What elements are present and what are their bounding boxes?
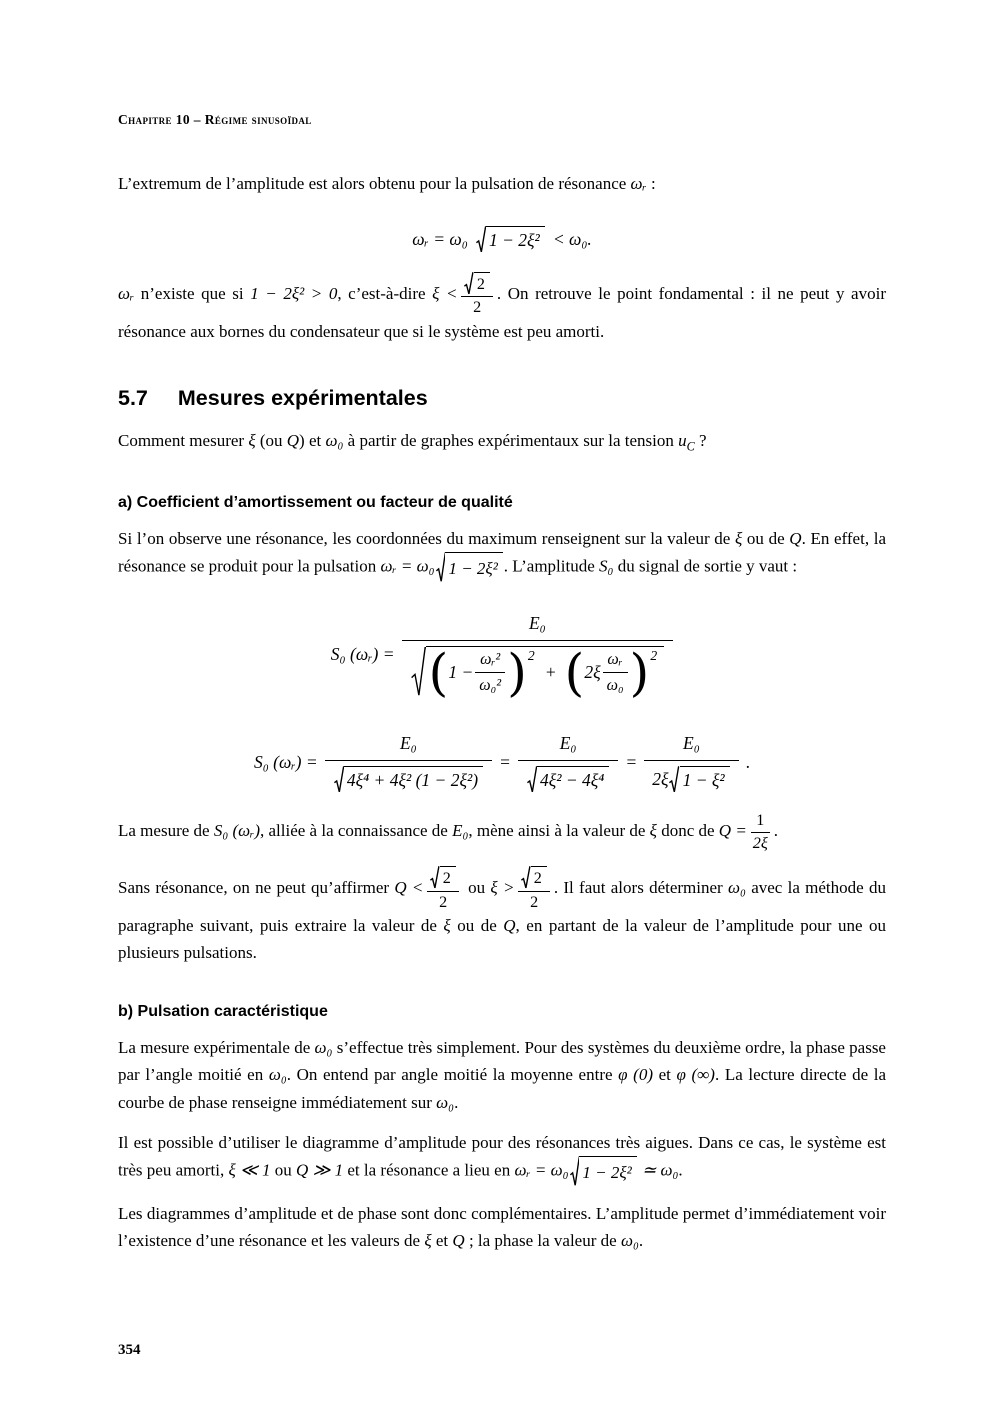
text-run: ou: [270, 1160, 297, 1180]
equation-s0-general: [118, 612, 886, 702]
math-q: Q: [789, 528, 802, 548]
text-run: . La lecture directe de la courbe de phase renseigne immédiatement sur: [118, 1065, 886, 1112]
subheading-a-coefficient: [118, 494, 886, 512]
equation-period: .: [745, 751, 751, 772]
paragraph-existence-condition: [118, 272, 886, 345]
math-xi-ll-1: ξ ≪ 1: [228, 1160, 271, 1180]
text-run: , alliée à la connaissance de: [260, 821, 453, 841]
radicand: 4ξ² − 4ξ⁴: [537, 766, 609, 794]
math-exponent: 2: [527, 647, 535, 663]
text-run: . On entend par angle moitié la moyenne entre: [286, 1065, 619, 1085]
text-run: , c’est-à-dire: [337, 283, 433, 303]
section-heading-5-7: [118, 386, 886, 411]
text-run: .: [454, 1092, 459, 1112]
equation-s0-simplified: [118, 732, 886, 793]
text-run: La mesure expérimentale de: [118, 1038, 315, 1058]
text-run: ; la phase la valeur de: [464, 1231, 621, 1251]
fraction-denominator: ω₀: [603, 672, 628, 697]
paragraph-mesure-s0: [118, 811, 886, 853]
math-xi: ξ: [734, 528, 743, 548]
fraction-numerator: E₀: [559, 733, 577, 754]
paragraph-mesure-omega0: [118, 1034, 886, 1116]
paragraph-resonance-observation: [118, 525, 886, 583]
math-omega-r: ωᵣ: [630, 174, 647, 193]
math-equals: =: [499, 751, 511, 772]
fraction-main: [402, 612, 674, 702]
math-omega-0: ω₀: [268, 1065, 287, 1085]
text-run: . En effet, la résonance se produit pour la pulsation: [118, 528, 887, 576]
text-run: ou de: [450, 915, 504, 935]
text-run: et: [431, 1231, 453, 1251]
chapter-header: Chapitre 10 – Régime sinusoïdal: [118, 112, 312, 127]
section-number: 5.7: [118, 385, 148, 410]
radical-sign-icon: [669, 766, 679, 794]
sqrt-radical: [527, 766, 610, 794]
math-q-gg-1: Q ≫ 1: [296, 1160, 344, 1180]
math-phi-0: φ (0): [618, 1065, 653, 1085]
radical-sign-icon: [521, 866, 530, 889]
text-run: .: [638, 1231, 644, 1251]
math-xi-lt: ξ <: [432, 283, 458, 303]
text-run: , mène ainsi à la valeur de: [468, 821, 650, 841]
radicand: 1 − 2ξ²: [579, 1156, 636, 1187]
text-run: (ou: [255, 430, 287, 450]
fraction-numerator: [461, 272, 492, 296]
fraction-denominator: ω₀²: [475, 672, 505, 697]
sqrt-radical: [476, 226, 545, 254]
text-run: . Il faut alors déterminer: [553, 877, 728, 897]
math-q: Q: [452, 1231, 465, 1251]
math-lhs: S₀ (ωᵣ) =: [330, 644, 395, 665]
paragraph-sans-resonance: [118, 866, 886, 966]
fraction-denominator: [644, 760, 738, 794]
subheading-label: a) Coefficient d’amortissement ou facteur de qualité: [118, 493, 513, 511]
text-run: Les diagrammes d’amplitude et de phase sont donc complémentaires. L’amplitude permet d’immédiatement voir l’existence d’une résonance et les valeurs de: [118, 1204, 886, 1251]
radicand: 1 − 2ξ²: [486, 226, 545, 254]
text-run: Il est possible d’utiliser le diagramme d’amplitude pour des résonances très aigues. Dans ce cas, le système est très peu amorti,: [118, 1132, 886, 1180]
text-run: La mesure de: [118, 821, 214, 841]
radicand: ( 1 − $\frac{\text{ωᵣ²}}{\text{ω₀²}}$ ) $^2$ + ( 2ξ $\frac{\text{ωᵣ}}{\text{ω₀}}$ ) $^2$: [426, 646, 665, 698]
math-xi-gt: ξ >: [490, 877, 515, 897]
text-run: donc de: [656, 821, 719, 841]
math-omega-relation: ωᵣ = ω₀: [380, 556, 435, 576]
radicand: 2: [474, 272, 490, 295]
math-exponent: 2: [650, 647, 658, 663]
text-run: ou: [462, 877, 491, 897]
running-head: [118, 112, 886, 128]
sqrt-radical: [334, 766, 483, 794]
text-run: et la résonance a lieu en: [343, 1160, 515, 1180]
radical-sign-icon: [430, 866, 439, 889]
radical-sign-icon: [527, 766, 537, 794]
fraction-denominator: 2ξ: [751, 832, 770, 853]
fraction-numerator: E₀: [399, 733, 417, 754]
radical-sign-icon: [436, 552, 446, 583]
text-run: Si l’on observe une résonance, les coordonnées du maximum renseignent sur la valeur de: [118, 528, 735, 548]
text-run: et: [652, 1065, 677, 1085]
math-lhs: ωᵣ = ω₀: [412, 229, 468, 250]
text-run: n’existe que si: [134, 283, 251, 303]
math-rhs: < ω₀.: [552, 229, 592, 250]
math-2xi: 2ξ: [584, 662, 601, 683]
radical-sign-icon: [334, 766, 344, 794]
page-number: 354: [118, 1342, 141, 1358]
text-run: Comment mesurer: [118, 430, 249, 450]
math-xi: ξ: [649, 821, 657, 841]
fraction-numerator: E₀: [683, 733, 700, 754]
fraction-denominator: [402, 640, 674, 702]
math-u: u: [678, 430, 687, 450]
math-lhs: S₀ (ωᵣ) =: [253, 751, 318, 772]
math-omega-0: ω₀: [325, 430, 344, 450]
math-s0: S₀: [599, 556, 614, 576]
text-run: . L’amplitude: [503, 556, 600, 576]
text-run: .: [773, 821, 779, 841]
radical-sign-icon: [464, 272, 473, 295]
math-xi: ξ: [248, 430, 256, 450]
text-run: :: [646, 174, 656, 193]
text-run: Sans résonance, on ne peut qu’affirmer: [118, 877, 395, 897]
math-equals: =: [625, 751, 638, 772]
sqrt-radical: [464, 272, 489, 295]
math-2xi: 2ξ: [652, 768, 669, 789]
denominator-row: [652, 766, 730, 794]
text-run: .: [678, 1160, 683, 1180]
sqrt-radical: [669, 766, 729, 794]
math-omega-0: ω₀: [436, 1092, 455, 1112]
text-run: ?: [694, 430, 707, 450]
math-omega-0: ω₀: [728, 877, 746, 897]
fraction-denominator: [518, 760, 619, 794]
math-phi-infinity: φ (∞): [676, 1065, 715, 1085]
subheading-label: b) Pulsation caractéristique: [118, 1003, 328, 1021]
math-e0: E₀: [452, 821, 469, 841]
sqrt-radical: [430, 866, 455, 889]
text-run: s’effectue très simplement. Pour des systèmes du deuxième ordre, la phase passe par l’angle moitié en: [118, 1038, 886, 1085]
fraction-2: [518, 732, 619, 793]
paragraph-extremum: [118, 170, 886, 197]
page-footer: [118, 1342, 886, 1359]
sqrt-radical: [436, 552, 503, 583]
equation-resonance-pulsation: [118, 226, 886, 254]
text-run: L’extremum de l’amplitude est alors obtenu pour la pulsation de résonance: [118, 174, 631, 193]
text-run: . On retrouve le point fondamental : il ne peut y avoir résonance aux bornes du condensateur que si le système est peu amorti.: [118, 283, 886, 341]
sqrt-radical: [521, 866, 546, 889]
fraction-omega-squared: [475, 649, 505, 697]
fraction-omega-ratio: [603, 649, 628, 697]
math-q-equals: Q =: [718, 821, 747, 841]
paragraph-complementaires: [118, 1200, 886, 1254]
math-u-subscript-c: C: [686, 439, 695, 454]
fraction-3: [644, 732, 738, 793]
text-run: à partir de graphes expérimentaux sur la tension: [343, 430, 679, 450]
radicand: 1 − 2ξ²: [445, 552, 502, 583]
fraction-numerator: ωᵣ²: [480, 650, 501, 668]
math-q: Q: [286, 430, 300, 450]
fraction-numerator: [427, 866, 458, 890]
math-q-lt: Q <: [394, 877, 424, 897]
fraction-1-over-2xi: [751, 811, 770, 853]
math-omega-r: ωᵣ: [118, 283, 135, 303]
radicand: 2: [531, 866, 547, 889]
radicand: 1 − ξ²: [680, 766, 730, 794]
fraction-sqrt2-over-2: [427, 866, 458, 912]
text-run: , en partant de la valeur de l’amplitude pour une ou plusieurs pulsations.: [118, 915, 886, 963]
section-title: Mesures expérimentales: [177, 385, 428, 410]
math-one-minus: 1 −: [448, 662, 474, 683]
math-omega-0: ω₀: [620, 1231, 639, 1251]
fraction-denominator: 2: [427, 891, 458, 912]
fraction-denominator: [325, 760, 492, 794]
math-q: Q: [503, 915, 516, 935]
math-condition: 1 − 2ξ² > 0: [250, 283, 338, 303]
radicand: 4ξ⁴ + 4ξ² (1 − 2ξ²): [344, 766, 483, 794]
radicand: 2: [440, 866, 456, 889]
math-xi: ξ: [443, 915, 451, 935]
fraction-1: [325, 732, 492, 793]
math-s0-omega-r: S₀ (ωᵣ): [213, 821, 260, 841]
paragraph-diagramme-amplitude: [118, 1129, 886, 1187]
fraction-numerator: ωᵣ: [607, 650, 623, 668]
text-run: ) et: [299, 430, 326, 450]
fraction-numerator: E₀: [528, 613, 546, 634]
fraction-numerator: 1: [756, 812, 765, 830]
fraction-sqrt2-over-2: [518, 866, 549, 912]
math-xi: ξ: [424, 1231, 432, 1251]
paragraph-question: [118, 427, 886, 457]
math-omega-0: ω₀: [314, 1038, 333, 1058]
radical-sign-icon: [476, 226, 486, 254]
fraction-denominator: 2: [461, 296, 492, 317]
text-run: avec la méthode du paragraphe suivant, puis extraire la valeur de: [118, 877, 886, 935]
math-plus: +: [544, 662, 557, 683]
text-run: ou de: [742, 528, 790, 548]
radical-sign-icon: [570, 1156, 580, 1187]
math-approx-omega-0: ≃ ω₀: [637, 1160, 679, 1180]
radical-sign-icon: [411, 646, 426, 698]
fraction-sqrt2-over-2: [461, 272, 492, 318]
fraction-numerator: [518, 866, 549, 890]
text-run: du signal de sortie y vaut :: [613, 556, 798, 576]
sqrt-radical: [570, 1156, 637, 1187]
fraction-denominator: 2: [518, 891, 549, 912]
subheading-b-pulsation: [118, 1003, 886, 1021]
math-omega-relation: ωᵣ = ω₀: [514, 1160, 569, 1180]
sqrt-radical: [411, 642, 665, 702]
